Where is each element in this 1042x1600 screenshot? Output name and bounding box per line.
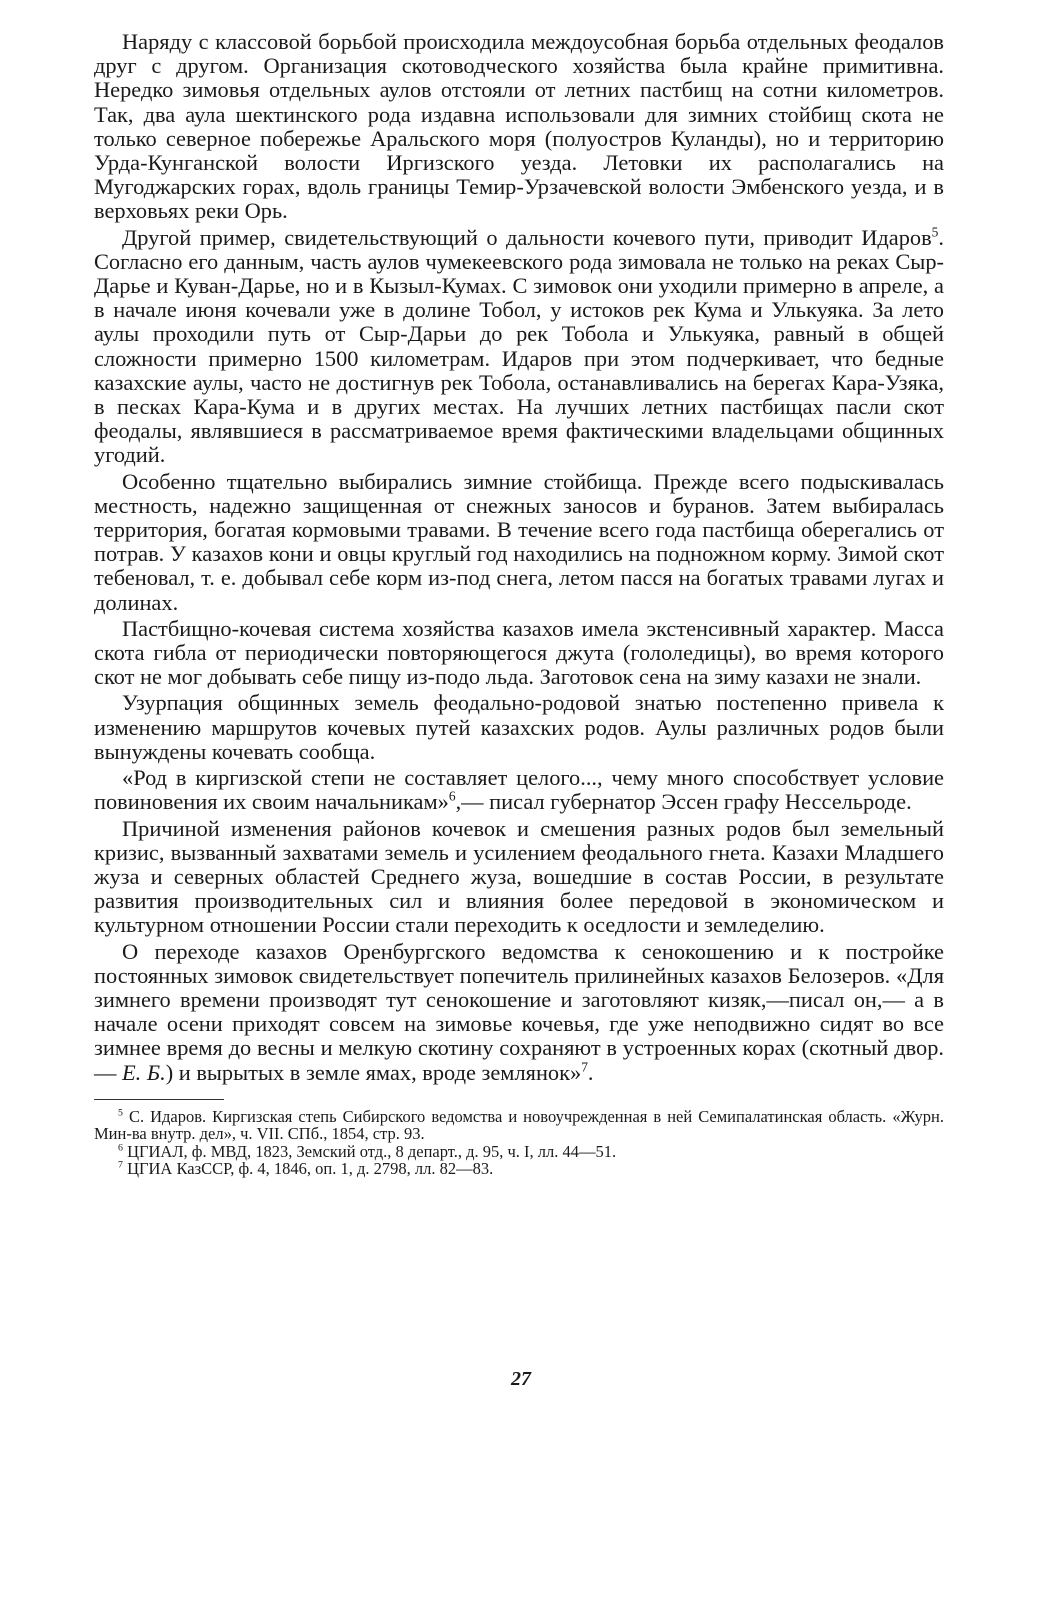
initials: Е. Б.: [122, 1059, 166, 1085]
paragraph-4: Пастбищно-кочевая система хозяйства казахов имела экстенсивный характер. Масса скота гибла от периодически повторяющегося джута (гололедицы), во время которого скот не мог добывать себе пищу из-подо льда. Заготовок сена на зиму казахи не знали.: [94, 615, 944, 690]
paragraph-6: «Род в киргизской степи не составляет целого..., чему много способствует условие повиновения их своим начальникам»$^6$,— писал губернатор Эссен графу Нессельроде.: [94, 765, 944, 815]
paragraph-5: Узурпация общинных земель феодально-родовой знатью постепенно привела к изменению маршрутов кочевых путей казахских родов. Аулы различных родов были вынуждены кочевать сообща.: [94, 690, 944, 764]
footnote-ref-6: 6: [448, 788, 456, 804]
footnote-ref-5: 5: [931, 224, 939, 240]
footnotes: [94, 1108, 944, 1178]
footnote-6: $^6$ ЦГИАЛ, ф. МВД, 1823, Земский отд., 8 департ., д. 95, ч. I, лл. 44—51.: [118, 1141, 617, 1161]
page-number: 27: [511, 1368, 531, 1390]
main-text: [94, 30, 944, 1178]
paragraph-3: Особенно тщательно выбирались зимние стойбища. Прежде всего подыскивалась местность, надежно защищенная от снежных заносов и буранов. Затем выбиралась территория, богатая кормовыми травами. В течение всего года пастбища оберегались от потрав. У казахов кони и овцы круглый год находились на подножном корму. Зимой скот тебеновал, т. е. добывал себе корм из-под снега, летом пасся на богатых травами лугах и долинах.: [94, 468, 944, 615]
footnote-ref-7: 7: [581, 1059, 588, 1075]
footnote-7: $^7$ ЦГИА КазССР, ф. 4, 1846, оп. 1, д. 2798, лл. 82—83.: [118, 1159, 494, 1179]
paragraph-8: О переходе казахов Оренбургского ведомства к сенокошению и к постройке постоянных зимовок свидетельствует попечитель прилинейных казахов Белозеров. «Для зимнего времени производят тут сенокошение и заготовляют кизяк,—писал он,— а в начале осени приходят совсем на зимовье кочевья, где уже неподвижно сидят во все зимнее время до весны и мелкую скотину сохраняют в устроенных корах (скотный двор.— Е. Б.) и вырытых в земле ямах, вроде землянок»$^7$.: [94, 938, 944, 1085]
paragraph-7: Причиной изменения районов кочевок и смешения разных родов был земельный кризис, вызванный захватами земель и усилением феодального гнета. Казахи Младшего жуза и северных областей Среднего жуза, вошедшие в состав России, в результате развития производительных сил и влияния более передовой в экономическом и культурном отношении России стали переходить к оседлости и земледелию.: [94, 815, 944, 938]
footnote-5: $^5$ С. Идаров. Киргизская степь Сибирского ведомства и новоучрежденная в ней Семипалатинская область. «Журн. Мин-ва внутр. дел», ч. VII. СПб., 1854, стр. 93.: [94, 1106, 945, 1144]
paragraph-2: Другой пример, свидетельствующий о дальности кочевого пути, приводит Идаров$^5$. Согласно его данным, часть аулов чумекеевского рода зимовала не только на реках Сыр-Дарье и Куван-Дарье, но и в Кызыл-Кумах. С зимовок они уходили примерно в апреле, а в начале июня кочевали уже в долине Тобол, у истоков рек Кума и Улькуяка. За лето аулы проходили путь от Сыр-Дарьи до рек Тобола и Улькуяка, равный в общей сложности примерно 1500 километрам. Идаров при этом подчеркивает, что бедные казахские аулы, часто не достигнув рек Тобола, останавливались на берегах Кара-Узяка, в песках Кара-Кума и в других местах. На лучших летних пастбищах пасли скот феодалы, являвшиеся в рассматриваемое время фактическими владельцами общинных угодий.: [94, 224, 944, 468]
footnote-divider: [94, 1099, 224, 1100]
paragraph-1: Наряду с классовой борьбой происходила междоусобная борьба отдельных феодалов друг с другом. Организация скотоводческого хозяйства была крайне примитивна. Нередко зимовья отдельных аулов отстояли от летних пастбищ на сотни километров. Так, два аула шектинского рода издавна использовали для зимних стойбищ скота не только северное побережье Аральского моря (полуостров Куланды), но и территорию Урда-Кунганской волости Иргизского уезда. Летовки их располагались на Мугоджарских горах, вдоль границы Темир-Урзачевской волости Эмбенского уезда, и в верховьях реки Орь.: [94, 29, 944, 224]
